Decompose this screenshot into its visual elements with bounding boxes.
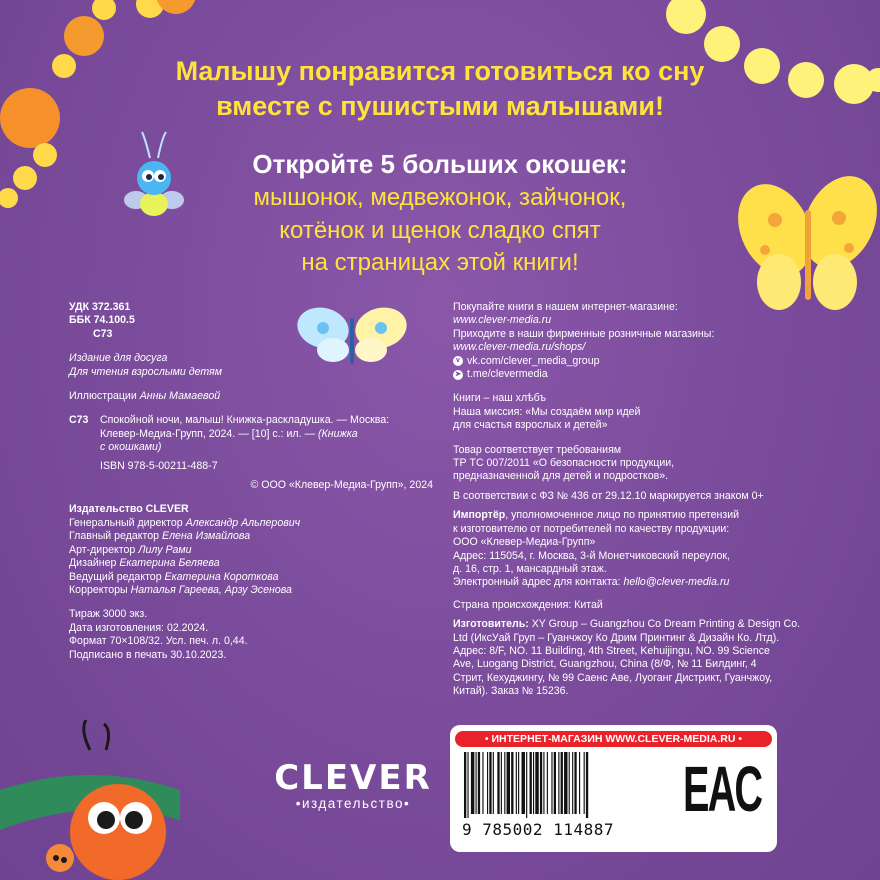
edition-audience: Для чтения взрослыми детям	[69, 365, 222, 378]
windows-line-3: на страницах этой книги!	[301, 249, 579, 276]
barcode-bar	[558, 752, 559, 814]
barcode-bar	[476, 752, 477, 814]
copyright: © ООО «Клевер-Медиа-Групп», 2024	[250, 479, 433, 492]
author-code: С73	[93, 327, 113, 340]
telegram-icon: ➤	[453, 370, 463, 380]
staff-list: Генеральный директор Александр Альперович Главный редактор Елена Измайлова Арт-директор Лилу Рами Дизайнер Екатерина Беляева Ведущий редактор Екатерина Короткова Корректоры Наталья Гареева, Арзу Эсенова	[69, 516, 301, 596]
windows-line-1: мышонок, медвежонок, зайчонок,	[253, 184, 627, 211]
imprint-right: Покупайте книги в нашем интернет-магазине: www.clever-media.ru Приходите в наши фирменные розничные магазины: www.clever-media.ru/shops/ v vk.com/clever_media_group ➤ t.me/clevermedia Книги – наш хлѣбъ Наша миссия: «Мы создаём мир идей для счастья взрослых и детей» Товар соответствует требованиям ТР ТС 007/2011 «О безопасности продукции, предназначенной для детей и подростков». В соответствии с ФЗ № 436 от 29.12.10 маркируется знаком 0+ Импортёр, уполномоченное лицо по принятию претензий к изготовителю от потребителей по качеству продукции: ООО «Клевер-Медиа-Групп» Адрес: 115054, г. Москва, 3-й Монетчиковский переулок, д. 16, стр. 1, мансардный этаж. Электронный адрес для контакта: hello@clever-media.ru Страна происхождения: Китай Изготовитель: XY Group – Guangzhou Co Dream Printing & Design Co. Ltd (ИксУай Груп – Гуанчжоу Ко Дрим Принтинг & Дизайн Ко. Лтд). Адрес: 8/F, NO. 11 Building, 4th Street, Kehuijingu, NO. 99 Science Ave, Luogang District, Guangzhou, China (8/Ф, № 11 Билдинг, 4 Стрит, Кехуджингу, № 99 Саенс Аве, Луоганг Дистрикт, Гуанчжоу, Китай). Заказ № 15236.	[453, 301, 848, 699]
isbn: ISBN 978-5-00211-488-7	[100, 459, 218, 472]
barcode-bar	[584, 752, 585, 814]
barcode-bar	[493, 752, 494, 814]
illustrator: Иллюстрации Анны Мамаевой	[69, 390, 221, 403]
barcode-bar	[482, 752, 483, 814]
barcode-bar	[497, 752, 499, 814]
barcode	[462, 752, 667, 818]
country-of-origin: Страна происхождения: Китай	[453, 598, 603, 611]
compliance: Товар соответствует требованиям	[453, 443, 622, 456]
barcode-bar	[464, 752, 466, 818]
barcode-digits: 9 785002 114887	[462, 820, 614, 839]
barcode-bar	[507, 752, 510, 814]
barcode-bar	[516, 752, 517, 814]
barcode-bar	[504, 752, 505, 814]
online-shop-text: Покупайте книги в нашем интернет-магазине:	[453, 301, 678, 313]
bug-illustration	[0, 720, 190, 880]
vk-icon: v	[453, 356, 463, 366]
contact-email[interactable]: hello@clever-media.ru	[623, 576, 730, 589]
online-shop-banner: • ИНТЕРНЕТ-МАГАЗИН WWW.CLEVER-MEDIA.RU •	[455, 731, 772, 747]
barcode-bar	[530, 752, 532, 814]
bbk: ББК 74.100.5	[69, 314, 135, 327]
barcode-bar	[543, 752, 544, 814]
barcode-bar	[574, 752, 576, 814]
retail-shops-text: Приходите в наши фирменные розничные магазины:	[453, 327, 715, 340]
windows-line-2: котёнок и щенок сладко спят	[279, 217, 601, 244]
vk-link[interactable]: vk.com/clever_media_group	[467, 354, 600, 367]
barcode-bar	[478, 752, 480, 814]
barcode-bar	[526, 752, 527, 818]
udk: УДК 372.361	[69, 301, 131, 313]
barcode-bar	[551, 752, 552, 814]
publisher-name: Издательство CLEVER	[69, 503, 189, 516]
eac-mark: EAC	[683, 753, 762, 825]
headline-line-2: вместе с пушистыми малышами!	[216, 91, 664, 121]
barcode-bar	[572, 752, 573, 814]
shop-url[interactable]: www.clever-media.ru	[453, 314, 552, 327]
barcode-bar	[533, 752, 534, 814]
barcode-bar	[554, 752, 556, 814]
motto: Книги – наш хлѣбъ	[453, 392, 546, 405]
edition-type: Издание для досуга	[69, 352, 168, 365]
windows-title: Откройте 5 больших окошек:	[252, 149, 628, 179]
barcode-bar	[569, 752, 570, 814]
barcode-bar	[471, 752, 474, 814]
barcode-bar	[547, 752, 548, 814]
barcode-bar	[489, 752, 491, 814]
barcode-bar	[522, 752, 525, 814]
barcode-bar	[487, 752, 488, 814]
imprint-left	[69, 301, 439, 662]
telegram-link[interactable]: t.me/clevermedia	[467, 368, 548, 381]
barcode-bar	[501, 752, 502, 814]
bibliographic-record: С73 Спокойной ночи, малыш! Книжка-раскладушка. — Москва: Клевер-Медиа-Групп, 2024. — [10] с.: ил. — (Книжка с окошками) ISBN 978-5-00211-488-7	[69, 414, 439, 473]
barcode-bar	[540, 752, 542, 814]
barcode-bar	[586, 752, 588, 818]
clever-logo: CLEVER •издательство•	[274, 758, 432, 811]
barcode-bar	[518, 752, 519, 814]
barcode-bar	[564, 752, 567, 814]
barcode-bar	[579, 752, 580, 814]
manufacturer-info: Изготовитель: XY Group – Guangzhou Co Dream Printing & Design Co. Ltd (ИксУай Груп – Гуанчжоу Ко Дрим Принтинг & Дизайн Ко. Лтд). Адрес: 8/F, NO. 11 Building, 4th Street, Kehuijingu, NO. 99 Science Ave, Luogang District, Guangzhou, China (8/Ф, № 11 Билдинг, 4 Стрит, Кехуджингу, № 99 Саенс Аве, Луоганг Дистрикт, Гуанчжоу, Китай). Заказ № 15236.	[453, 618, 801, 698]
barcode-bar	[467, 752, 468, 818]
barcode-bar	[561, 752, 563, 814]
shops-url[interactable]: www.clever-media.ru/shops/	[453, 341, 586, 354]
headline-line-1: Малышу понравится готовиться ко сну	[175, 56, 705, 86]
barcode-bar	[511, 752, 513, 814]
importer-info: Импортёр, уполномоченное лицо по принятию претензий к изготовителю от потребителей по качеству продукции: ООО «Клевер-Медиа-Групп» Адрес: 115054, г. Москва, 3-й Монетчиковский переулок, д. 16, стр. 1, мансардный этаж. Электронный адрес для контакта: hello@clever-media.ru	[453, 509, 740, 589]
barcode-bar	[535, 752, 538, 814]
age-marking: В соответствии с ФЗ № 436 от 29.12.10 маркируется знаком 0+	[453, 489, 764, 502]
print-info: Тираж 3000 экз. Дата изготовления: 02.2024. Формат 70×108/32. Усл. печ. л. 0,44. Подписано в печать 30.10.2023.	[69, 608, 248, 661]
